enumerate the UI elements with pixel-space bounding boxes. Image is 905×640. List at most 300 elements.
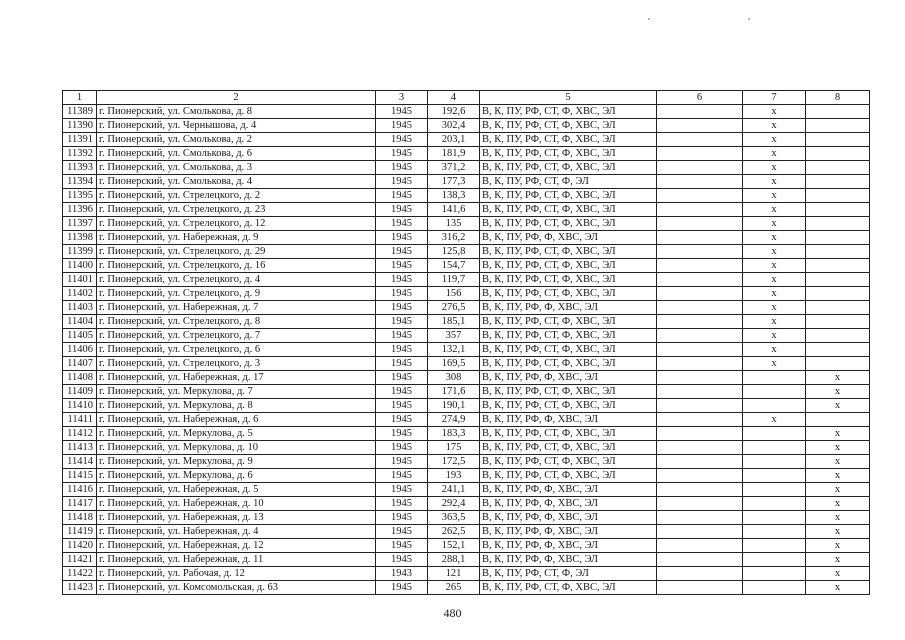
amenities-cell: В, К, ПУ, РФ, Ф, ХВС, ЭЛ bbox=[480, 497, 657, 511]
area-cell: 125,8 bbox=[428, 245, 480, 259]
column-7-mark-cell: x bbox=[743, 203, 806, 217]
column-7-mark-cell bbox=[743, 427, 806, 441]
amenities-cell: В, К, ПУ, РФ, Ф, ХВС, ЭЛ bbox=[480, 539, 657, 553]
table-row bbox=[63, 357, 870, 371]
column-7-mark-cell bbox=[743, 567, 806, 581]
area-cell: 288,1 bbox=[428, 553, 480, 567]
column-8-mark-cell: x bbox=[806, 371, 870, 385]
year-built-cell: 1945 bbox=[376, 217, 428, 231]
column-8-mark-cell: x bbox=[806, 539, 870, 553]
area-cell: 357 bbox=[428, 329, 480, 343]
column-8-mark-cell bbox=[806, 259, 870, 273]
address-cell: г. Пионерский, ул. Смолькова, д. 2 bbox=[97, 133, 376, 147]
year-built-cell: 1945 bbox=[376, 441, 428, 455]
column-6-mark-cell bbox=[657, 175, 743, 189]
table-row bbox=[63, 539, 870, 553]
address-cell: г. Пионерский, ул. Стрелецкого, д. 12 bbox=[97, 217, 376, 231]
year-built-cell: 1945 bbox=[376, 497, 428, 511]
column-6-mark-cell bbox=[657, 357, 743, 371]
table-row bbox=[63, 231, 870, 245]
table-row bbox=[63, 553, 870, 567]
table-row bbox=[63, 245, 870, 259]
column-6-mark-cell bbox=[657, 301, 743, 315]
column-8-mark-cell bbox=[806, 343, 870, 357]
record-id-cell: 11417 bbox=[63, 497, 97, 511]
area-cell: 262,5 bbox=[428, 525, 480, 539]
column-8-mark-cell bbox=[806, 133, 870, 147]
address-cell: г. Пионерский, ул. Смолькова, д. 8 bbox=[97, 105, 376, 119]
column-7-mark-cell: x bbox=[743, 287, 806, 301]
amenities-cell: В, К, ПУ, РФ, СТ, Ф, ХВС, ЭЛ bbox=[480, 147, 657, 161]
column-8-mark-cell: x bbox=[806, 469, 870, 483]
address-cell: г. Пионерский, ул. Набережная, д. 13 bbox=[97, 511, 376, 525]
amenities-cell: В, К, ПУ, РФ, СТ, Ф, ХВС, ЭЛ bbox=[480, 455, 657, 469]
column-6-mark-cell bbox=[657, 581, 743, 595]
year-built-cell: 1945 bbox=[376, 399, 428, 413]
amenities-cell: В, К, ПУ, РФ, СТ, Ф, ХВС, ЭЛ bbox=[480, 441, 657, 455]
area-cell: 302,4 bbox=[428, 119, 480, 133]
table-row bbox=[63, 329, 870, 343]
column-7-mark-cell: x bbox=[743, 231, 806, 245]
area-cell: 292,4 bbox=[428, 497, 480, 511]
year-built-cell: 1945 bbox=[376, 119, 428, 133]
table-row bbox=[63, 175, 870, 189]
year-built-cell: 1945 bbox=[376, 175, 428, 189]
column-number: 4 bbox=[428, 91, 480, 105]
page-number: 480 bbox=[443, 606, 462, 620]
year-built-cell: 1945 bbox=[376, 511, 428, 525]
column-6-mark-cell bbox=[657, 539, 743, 553]
column-7-mark-cell: x bbox=[743, 189, 806, 203]
amenities-cell: В, К, ПУ, РФ, СТ, Ф, ЭЛ bbox=[480, 567, 657, 581]
amenities-cell: В, К, ПУ, РФ, СТ, Ф, ХВС, ЭЛ bbox=[480, 273, 657, 287]
column-7-mark-cell bbox=[743, 385, 806, 399]
column-6-mark-cell bbox=[657, 189, 743, 203]
record-id-cell: 11414 bbox=[63, 455, 97, 469]
area-cell: 371,2 bbox=[428, 161, 480, 175]
amenities-cell: В, К, ПУ, РФ, СТ, Ф, ХВС, ЭЛ bbox=[480, 385, 657, 399]
column-7-mark-cell bbox=[743, 469, 806, 483]
table-row bbox=[63, 217, 870, 231]
address-cell: г. Пионерский, ул. Стрелецкого, д. 16 bbox=[97, 259, 376, 273]
address-cell: г. Пионерский, ул. Стрелецкого, д. 2 bbox=[97, 189, 376, 203]
table-row bbox=[63, 287, 870, 301]
column-6-mark-cell bbox=[657, 217, 743, 231]
column-7-mark-cell bbox=[743, 539, 806, 553]
column-8-mark-cell bbox=[806, 315, 870, 329]
column-6-mark-cell bbox=[657, 315, 743, 329]
column-6-mark-cell bbox=[657, 427, 743, 441]
area-cell: 141,6 bbox=[428, 203, 480, 217]
table-row bbox=[63, 497, 870, 511]
year-built-cell: 1945 bbox=[376, 189, 428, 203]
address-cell: г. Пионерский, ул. Стрелецкого, д. 23 bbox=[97, 203, 376, 217]
amenities-cell: В, К, ПУ, РФ, СТ, Ф, ХВС, ЭЛ bbox=[480, 357, 657, 371]
column-6-mark-cell bbox=[657, 441, 743, 455]
address-cell: г. Пионерский, ул. Стрелецкого, д. 4 bbox=[97, 273, 376, 287]
year-built-cell: 1945 bbox=[376, 413, 428, 427]
address-cell: г. Пионерский, ул. Стрелецкого, д. 3 bbox=[97, 357, 376, 371]
column-6-mark-cell bbox=[657, 287, 743, 301]
record-id-cell: 11408 bbox=[63, 371, 97, 385]
year-built-cell: 1945 bbox=[376, 315, 428, 329]
column-8-mark-cell bbox=[806, 189, 870, 203]
table-row bbox=[63, 525, 870, 539]
column-6-mark-cell bbox=[657, 511, 743, 525]
column-7-mark-cell bbox=[743, 371, 806, 385]
year-built-cell: 1945 bbox=[376, 357, 428, 371]
column-number: 3 bbox=[376, 91, 428, 105]
column-7-mark-cell: x bbox=[743, 217, 806, 231]
record-id-cell: 11415 bbox=[63, 469, 97, 483]
table-row bbox=[63, 567, 870, 581]
amenities-cell: В, К, ПУ, РФ, СТ, Ф, ХВС, ЭЛ bbox=[480, 259, 657, 273]
column-8-mark-cell bbox=[806, 147, 870, 161]
column-8-mark-cell bbox=[806, 245, 870, 259]
area-cell: 190,1 bbox=[428, 399, 480, 413]
record-id-cell: 11399 bbox=[63, 245, 97, 259]
year-built-cell: 1945 bbox=[376, 343, 428, 357]
column-6-mark-cell bbox=[657, 413, 743, 427]
document-sheet bbox=[62, 90, 870, 595]
column-8-mark-cell bbox=[806, 119, 870, 133]
column-7-mark-cell bbox=[743, 525, 806, 539]
column-8-mark-cell: x bbox=[806, 497, 870, 511]
record-id-cell: 11407 bbox=[63, 357, 97, 371]
column-7-mark-cell: x bbox=[743, 245, 806, 259]
amenities-cell: В, К, ПУ, РФ, СТ, Ф, ЭЛ bbox=[480, 175, 657, 189]
address-cell: г. Пионерский, ул. Набережная, д. 6 bbox=[97, 413, 376, 427]
table-row bbox=[63, 315, 870, 329]
column-8-mark-cell: x bbox=[806, 399, 870, 413]
area-cell: 203,1 bbox=[428, 133, 480, 147]
year-built-cell: 1945 bbox=[376, 259, 428, 273]
column-6-mark-cell bbox=[657, 497, 743, 511]
year-built-cell: 1945 bbox=[376, 105, 428, 119]
column-8-mark-cell bbox=[806, 217, 870, 231]
column-7-mark-cell: x bbox=[743, 343, 806, 357]
address-cell: г. Пионерский, ул. Набережная, д. 7 bbox=[97, 301, 376, 315]
area-cell: 177,3 bbox=[428, 175, 480, 189]
amenities-cell: В, К, ПУ, РФ, СТ, Ф, ХВС, ЭЛ bbox=[480, 245, 657, 259]
column-8-mark-cell bbox=[806, 231, 870, 245]
year-built-cell: 1945 bbox=[376, 455, 428, 469]
area-cell: 276,5 bbox=[428, 301, 480, 315]
amenities-cell: В, К, ПУ, РФ, Ф, ХВС, ЭЛ bbox=[480, 511, 657, 525]
table-row bbox=[63, 441, 870, 455]
column-7-mark-cell: x bbox=[743, 273, 806, 287]
address-cell: г. Пионерский, ул. Меркулова, д. 5 bbox=[97, 427, 376, 441]
record-id-cell: 11401 bbox=[63, 273, 97, 287]
record-id-cell: 11390 bbox=[63, 119, 97, 133]
area-cell: 192,6 bbox=[428, 105, 480, 119]
table-row bbox=[63, 301, 870, 315]
column-6-mark-cell bbox=[657, 329, 743, 343]
area-cell: 154,7 bbox=[428, 259, 480, 273]
year-built-cell: 1945 bbox=[376, 371, 428, 385]
column-6-mark-cell bbox=[657, 161, 743, 175]
year-built-cell: 1945 bbox=[376, 329, 428, 343]
table-row bbox=[63, 371, 870, 385]
table-row bbox=[63, 413, 870, 427]
column-8-mark-cell: x bbox=[806, 455, 870, 469]
column-8-mark-cell bbox=[806, 105, 870, 119]
table-row bbox=[63, 105, 870, 119]
area-cell: 183,3 bbox=[428, 427, 480, 441]
table-row bbox=[63, 427, 870, 441]
record-id-cell: 11400 bbox=[63, 259, 97, 273]
amenities-cell: В, К, ПУ, РФ, СТ, Ф, ХВС, ЭЛ bbox=[480, 469, 657, 483]
amenities-cell: В, К, ПУ, РФ, СТ, Ф, ХВС, ЭЛ bbox=[480, 315, 657, 329]
table-row bbox=[63, 511, 870, 525]
column-7-mark-cell: x bbox=[743, 161, 806, 175]
table-row bbox=[63, 385, 870, 399]
column-6-mark-cell bbox=[657, 147, 743, 161]
record-id-cell: 11416 bbox=[63, 483, 97, 497]
area-cell: 138,3 bbox=[428, 189, 480, 203]
address-cell: г. Пионерский, ул. Меркулова, д. 9 bbox=[97, 455, 376, 469]
area-cell: 175 bbox=[428, 441, 480, 455]
column-8-mark-cell: x bbox=[806, 525, 870, 539]
table-row bbox=[63, 133, 870, 147]
record-id-cell: 11394 bbox=[63, 175, 97, 189]
column-6-mark-cell bbox=[657, 259, 743, 273]
column-6-mark-cell bbox=[657, 455, 743, 469]
table-row bbox=[63, 343, 870, 357]
register-table bbox=[62, 90, 870, 595]
record-id-cell: 11410 bbox=[63, 399, 97, 413]
column-number: 8 bbox=[806, 91, 870, 105]
year-built-cell: 1945 bbox=[376, 245, 428, 259]
amenities-cell: В, К, ПУ, РФ, СТ, Ф, ХВС, ЭЛ bbox=[480, 287, 657, 301]
record-id-cell: 11392 bbox=[63, 147, 97, 161]
amenities-cell: В, К, ПУ, РФ, СТ, Ф, ХВС, ЭЛ bbox=[480, 343, 657, 357]
address-cell: г. Пионерский, ул. Набережная, д. 4 bbox=[97, 525, 376, 539]
column-8-mark-cell: x bbox=[806, 553, 870, 567]
column-6-mark-cell bbox=[657, 371, 743, 385]
column-8-mark-cell bbox=[806, 357, 870, 371]
record-id-cell: 11422 bbox=[63, 567, 97, 581]
table-row bbox=[63, 161, 870, 175]
table-row bbox=[63, 119, 870, 133]
record-id-cell: 11412 bbox=[63, 427, 97, 441]
record-id-cell: 11403 bbox=[63, 301, 97, 315]
year-built-cell: 1945 bbox=[376, 427, 428, 441]
table-row bbox=[63, 189, 870, 203]
record-id-cell: 11420 bbox=[63, 539, 97, 553]
table-row bbox=[63, 273, 870, 287]
address-cell: г. Пионерский, ул. Стрелецкого, д. 9 bbox=[97, 287, 376, 301]
column-6-mark-cell bbox=[657, 231, 743, 245]
column-8-mark-cell bbox=[806, 329, 870, 343]
area-cell: 171,6 bbox=[428, 385, 480, 399]
area-cell: 172,5 bbox=[428, 455, 480, 469]
column-7-mark-cell bbox=[743, 497, 806, 511]
year-built-cell: 1945 bbox=[376, 273, 428, 287]
address-cell: г. Пионерский, ул. Смолькова, д. 4 bbox=[97, 175, 376, 189]
record-id-cell: 11391 bbox=[63, 133, 97, 147]
area-cell: 363,5 bbox=[428, 511, 480, 525]
column-8-mark-cell: x bbox=[806, 567, 870, 581]
record-id-cell: 11397 bbox=[63, 217, 97, 231]
column-6-mark-cell bbox=[657, 105, 743, 119]
record-id-cell: 11398 bbox=[63, 231, 97, 245]
column-8-mark-cell bbox=[806, 413, 870, 427]
record-id-cell: 11389 bbox=[63, 105, 97, 119]
year-built-cell: 1943 bbox=[376, 567, 428, 581]
record-id-cell: 11395 bbox=[63, 189, 97, 203]
amenities-cell: В, К, ПУ, РФ, Ф, ХВС, ЭЛ bbox=[480, 231, 657, 245]
address-cell: г. Пионерский, ул. Меркулова, д. 10 bbox=[97, 441, 376, 455]
register-table-body bbox=[63, 91, 870, 595]
table-row bbox=[63, 259, 870, 273]
column-7-mark-cell: x bbox=[743, 119, 806, 133]
area-cell: 152,1 bbox=[428, 539, 480, 553]
record-id-cell: 11402 bbox=[63, 287, 97, 301]
column-8-mark-cell bbox=[806, 301, 870, 315]
table-row bbox=[63, 147, 870, 161]
column-6-mark-cell bbox=[657, 245, 743, 259]
record-id-cell: 11393 bbox=[63, 161, 97, 175]
column-7-mark-cell bbox=[743, 455, 806, 469]
address-cell: г. Пионерский, ул. Меркулова, д. 7 bbox=[97, 385, 376, 399]
year-built-cell: 1945 bbox=[376, 483, 428, 497]
column-7-mark-cell bbox=[743, 553, 806, 567]
column-8-mark-cell bbox=[806, 161, 870, 175]
column-6-mark-cell bbox=[657, 203, 743, 217]
column-number: 6 bbox=[657, 91, 743, 105]
amenities-cell: В, К, ПУ, РФ, СТ, Ф, ХВС, ЭЛ bbox=[480, 119, 657, 133]
area-cell: 181,9 bbox=[428, 147, 480, 161]
year-built-cell: 1945 bbox=[376, 553, 428, 567]
record-id-cell: 11405 bbox=[63, 329, 97, 343]
column-8-mark-cell bbox=[806, 175, 870, 189]
column-6-mark-cell bbox=[657, 133, 743, 147]
column-8-mark-cell bbox=[806, 203, 870, 217]
table-row bbox=[63, 455, 870, 469]
column-6-mark-cell bbox=[657, 483, 743, 497]
column-7-mark-cell: x bbox=[743, 147, 806, 161]
address-cell: г. Пионерский, ул. Комсомольская, д. 63 bbox=[97, 581, 376, 595]
column-7-mark-cell: x bbox=[743, 133, 806, 147]
column-7-mark-cell bbox=[743, 581, 806, 595]
column-8-mark-cell: x bbox=[806, 441, 870, 455]
column-8-mark-cell: x bbox=[806, 511, 870, 525]
column-7-mark-cell: x bbox=[743, 259, 806, 273]
area-cell: 119,7 bbox=[428, 273, 480, 287]
address-cell: г. Пионерский, ул. Набережная, д. 12 bbox=[97, 539, 376, 553]
address-cell: г. Пионерский, ул. Чернышова, д. 4 bbox=[97, 119, 376, 133]
area-cell: 156 bbox=[428, 287, 480, 301]
year-built-cell: 1945 bbox=[376, 203, 428, 217]
year-built-cell: 1945 bbox=[376, 539, 428, 553]
area-cell: 193 bbox=[428, 469, 480, 483]
column-6-mark-cell bbox=[657, 469, 743, 483]
amenities-cell: В, К, ПУ, РФ, Ф, ХВС, ЭЛ bbox=[480, 371, 657, 385]
record-id-cell: 11409 bbox=[63, 385, 97, 399]
column-7-mark-cell: x bbox=[743, 315, 806, 329]
column-8-mark-cell bbox=[806, 273, 870, 287]
column-6-mark-cell bbox=[657, 567, 743, 581]
year-built-cell: 1945 bbox=[376, 231, 428, 245]
amenities-cell: В, К, ПУ, РФ, СТ, Ф, ХВС, ЭЛ bbox=[480, 427, 657, 441]
area-cell: 135 bbox=[428, 217, 480, 231]
area-cell: 169,5 bbox=[428, 357, 480, 371]
address-cell: г. Пионерский, ул. Стрелецкого, д. 8 bbox=[97, 315, 376, 329]
amenities-cell: В, К, ПУ, РФ, СТ, Ф, ХВС, ЭЛ bbox=[480, 161, 657, 175]
address-cell: г. Пионерский, ул. Стрелецкого, д. 29 bbox=[97, 245, 376, 259]
area-cell: 265 bbox=[428, 581, 480, 595]
column-number-row bbox=[63, 91, 870, 105]
column-6-mark-cell bbox=[657, 385, 743, 399]
amenities-cell: В, К, ПУ, РФ, СТ, Ф, ХВС, ЭЛ bbox=[480, 189, 657, 203]
column-number: 1 bbox=[63, 91, 97, 105]
amenities-cell: В, К, ПУ, РФ, Ф, ХВС, ЭЛ bbox=[480, 301, 657, 315]
address-cell: г. Пионерский, ул. Набережная, д. 17 bbox=[97, 371, 376, 385]
table-row bbox=[63, 469, 870, 483]
column-6-mark-cell bbox=[657, 553, 743, 567]
column-number: 2 bbox=[97, 91, 376, 105]
amenities-cell: В, К, ПУ, РФ, СТ, Ф, ХВС, ЭЛ bbox=[480, 105, 657, 119]
column-7-mark-cell: x bbox=[743, 105, 806, 119]
amenities-cell: В, К, ПУ, РФ, СТ, Ф, ХВС, ЭЛ bbox=[480, 203, 657, 217]
record-id-cell: 11413 bbox=[63, 441, 97, 455]
column-8-mark-cell: x bbox=[806, 581, 870, 595]
column-6-mark-cell bbox=[657, 399, 743, 413]
year-built-cell: 1945 bbox=[376, 133, 428, 147]
address-cell: г. Пионерский, ул. Рабочая, д. 12 bbox=[97, 567, 376, 581]
year-built-cell: 1945 bbox=[376, 301, 428, 315]
record-id-cell: 11411 bbox=[63, 413, 97, 427]
amenities-cell: В, К, ПУ, РФ, СТ, Ф, ХВС, ЭЛ bbox=[480, 133, 657, 147]
column-7-mark-cell bbox=[743, 483, 806, 497]
address-cell: г. Пионерский, ул. Набережная, д. 10 bbox=[97, 497, 376, 511]
area-cell: 274,9 bbox=[428, 413, 480, 427]
column-7-mark-cell: x bbox=[743, 175, 806, 189]
column-7-mark-cell bbox=[743, 441, 806, 455]
year-built-cell: 1945 bbox=[376, 469, 428, 483]
column-8-mark-cell bbox=[806, 287, 870, 301]
record-id-cell: 11406 bbox=[63, 343, 97, 357]
year-built-cell: 1945 bbox=[376, 385, 428, 399]
amenities-cell: В, К, ПУ, РФ, СТ, Ф, ХВС, ЭЛ bbox=[480, 217, 657, 231]
address-cell: г. Пионерский, ул. Смолькова, д. 3 bbox=[97, 161, 376, 175]
column-number: 7 bbox=[743, 91, 806, 105]
column-6-mark-cell bbox=[657, 525, 743, 539]
record-id-cell: 11404 bbox=[63, 315, 97, 329]
area-cell: 121 bbox=[428, 567, 480, 581]
column-7-mark-cell: x bbox=[743, 413, 806, 427]
scan-speck bbox=[648, 18, 650, 20]
address-cell: г. Пионерский, ул. Меркулова, д. 6 bbox=[97, 469, 376, 483]
record-id-cell: 11418 bbox=[63, 511, 97, 525]
amenities-cell: В, К, ПУ, РФ, СТ, Ф, ХВС, ЭЛ bbox=[480, 399, 657, 413]
area-cell: 132,1 bbox=[428, 343, 480, 357]
address-cell: г. Пионерский, ул. Стрелецкого, д. 6 bbox=[97, 343, 376, 357]
address-cell: г. Пионерский, ул. Стрелецкого, д. 7 bbox=[97, 329, 376, 343]
column-7-mark-cell bbox=[743, 399, 806, 413]
record-id-cell: 11421 bbox=[63, 553, 97, 567]
table-row bbox=[63, 399, 870, 413]
year-built-cell: 1945 bbox=[376, 287, 428, 301]
record-id-cell: 11419 bbox=[63, 525, 97, 539]
amenities-cell: В, К, ПУ, РФ, СТ, Ф, ХВС, ЭЛ bbox=[480, 581, 657, 595]
address-cell: г. Пионерский, ул. Набережная, д. 5 bbox=[97, 483, 376, 497]
address-cell: г. Пионерский, ул. Набережная, д. 9 bbox=[97, 231, 376, 245]
column-number: 5 bbox=[480, 91, 657, 105]
amenities-cell: В, К, ПУ, РФ, Ф, ХВС, ЭЛ bbox=[480, 525, 657, 539]
column-7-mark-cell: x bbox=[743, 301, 806, 315]
